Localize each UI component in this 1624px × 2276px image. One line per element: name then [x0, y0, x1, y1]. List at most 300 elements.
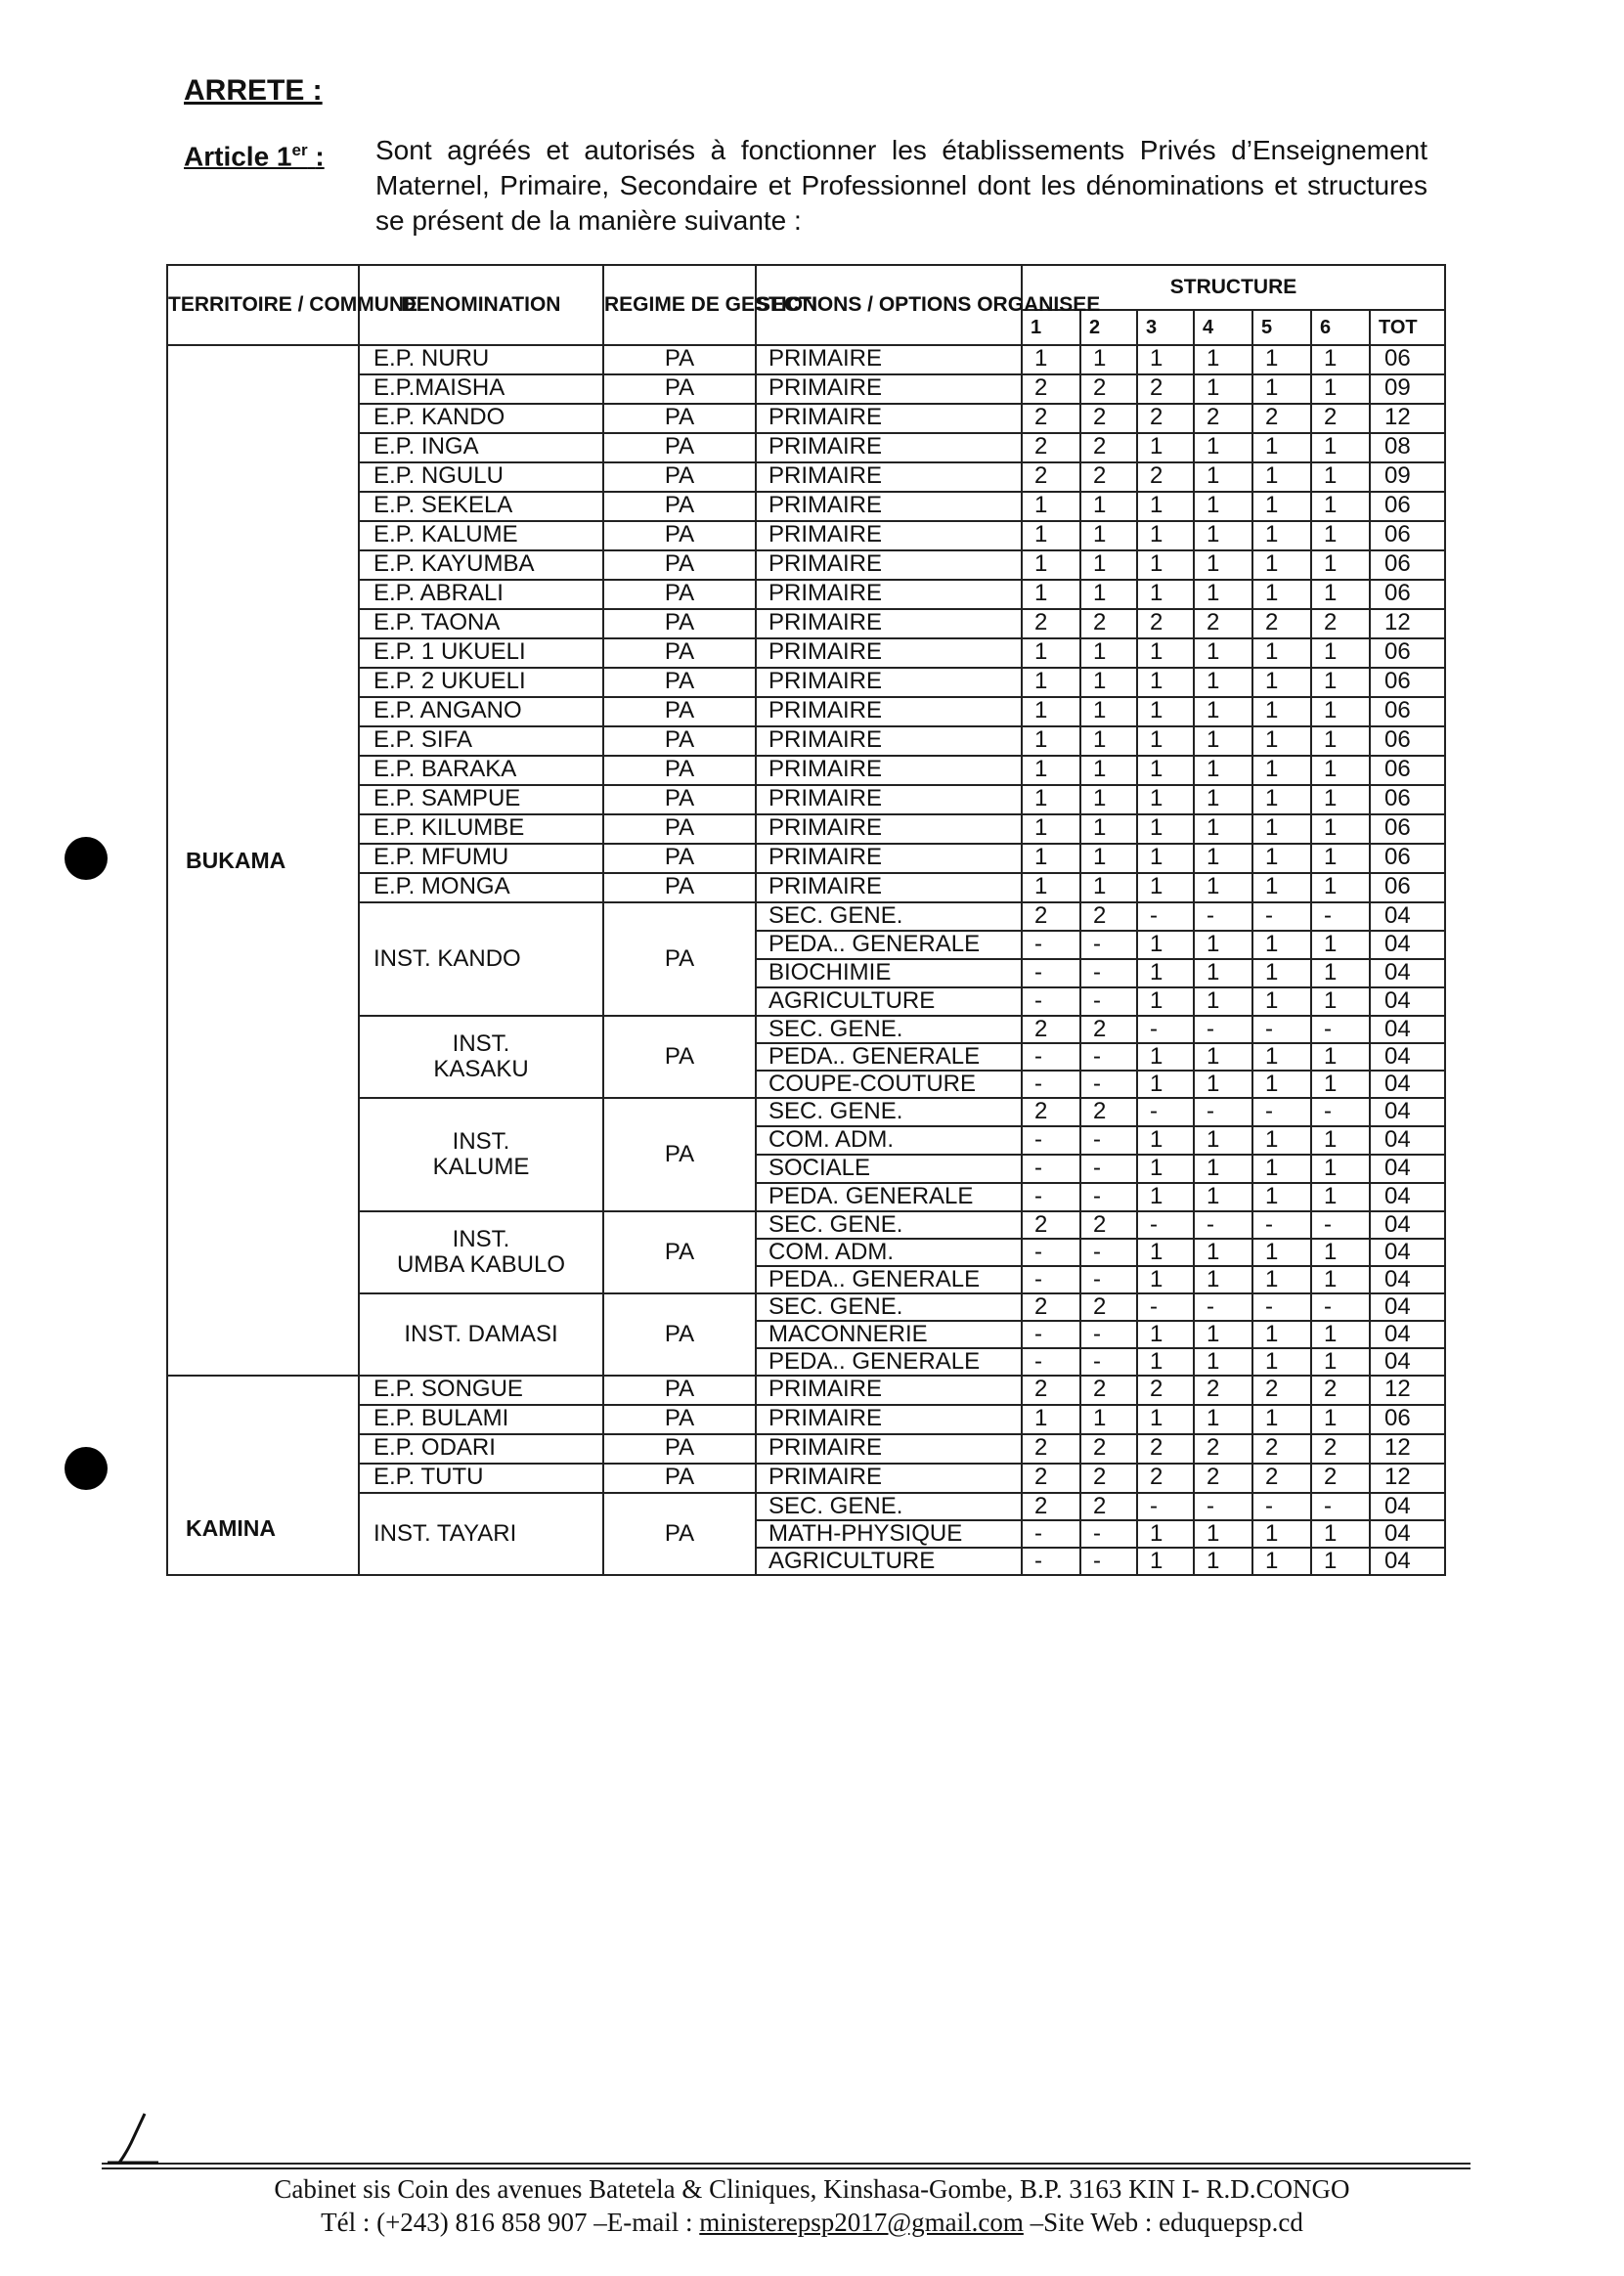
level-cell: 1	[1137, 873, 1194, 902]
school-name: E.P. 2 UKUELI	[359, 668, 603, 697]
level-cell: 1	[1137, 668, 1194, 697]
total-cell: 06	[1370, 1405, 1445, 1434]
territory-cell: BUKAMA	[167, 345, 359, 1376]
level-cell: 1	[1252, 1266, 1311, 1293]
level-cell: 1	[1311, 1266, 1370, 1293]
level-cell: 1	[1137, 1043, 1194, 1071]
schools-table	[166, 264, 1446, 1576]
school-name: E.P. INGA	[359, 433, 603, 462]
regime-cell: PA	[603, 609, 756, 638]
level-cell: -	[1080, 1043, 1137, 1071]
level-cell: 1	[1137, 1071, 1194, 1098]
section-cell: PRIMAIRE	[756, 580, 1022, 609]
level-cell: 2	[1080, 1434, 1137, 1464]
level-cell: 1	[1022, 492, 1080, 521]
table-row	[167, 785, 1445, 814]
regime-cell: PA	[603, 345, 756, 374]
table-row	[167, 726, 1445, 756]
header-level-6: 6	[1311, 310, 1370, 345]
school-name: INST. KASAKU	[359, 1016, 603, 1098]
section-cell: AGRICULTURE	[756, 1548, 1022, 1575]
school-name: INST. DAMASI	[359, 1293, 603, 1376]
level-cell: -	[1022, 959, 1080, 987]
level-cell: 1	[1311, 1183, 1370, 1211]
level-cell: 1	[1080, 345, 1137, 374]
level-cell: 2	[1022, 1493, 1080, 1520]
total-cell: 06	[1370, 873, 1445, 902]
level-cell: 1	[1137, 697, 1194, 726]
level-cell: 2	[1137, 374, 1194, 404]
level-cell: 1	[1252, 697, 1311, 726]
footer-address: Cabinet sis Coin des avenues Batetela & Cliniques, Kinshasa-Gombe, B.P. 3163 KIN I- R.D.CONGO	[274, 2174, 1350, 2204]
level-cell: 1	[1022, 1405, 1080, 1434]
level-cell: 1	[1194, 959, 1252, 987]
table-row	[167, 1434, 1445, 1464]
total-cell: 06	[1370, 521, 1445, 550]
level-cell: -	[1194, 1016, 1252, 1043]
level-cell: -	[1194, 1211, 1252, 1239]
school-name: E.P. TAONA	[359, 609, 603, 638]
total-cell: 06	[1370, 550, 1445, 580]
regime-cell: PA	[603, 844, 756, 873]
level-cell: 1	[1194, 462, 1252, 492]
total-cell: 04	[1370, 1155, 1445, 1183]
level-cell: 2	[1137, 462, 1194, 492]
level-cell: 2	[1137, 1464, 1194, 1493]
total-cell: 04	[1370, 1183, 1445, 1211]
level-cell: 1	[1137, 1266, 1194, 1293]
section-cell: PRIMAIRE	[756, 1434, 1022, 1464]
level-cell: 1	[1137, 756, 1194, 785]
total-cell: 06	[1370, 756, 1445, 785]
level-cell: 2	[1022, 1434, 1080, 1464]
level-cell: 1	[1311, 987, 1370, 1016]
level-cell: 2	[1022, 374, 1080, 404]
regime-cell: PA	[603, 697, 756, 726]
footer-email[interactable]: ministerepsp2017@gmail.com	[699, 2208, 1024, 2237]
regime-cell: PA	[603, 1405, 756, 1434]
level-cell: 1	[1194, 550, 1252, 580]
level-cell: -	[1080, 1266, 1137, 1293]
section-cell: COM. ADM.	[756, 1239, 1022, 1266]
table-row	[167, 1405, 1445, 1434]
level-cell: -	[1137, 1098, 1194, 1126]
table-row	[167, 433, 1445, 462]
regime-cell: PA	[603, 814, 756, 844]
section-cell: PRIMAIRE	[756, 345, 1022, 374]
school-name: INST. KANDO	[359, 902, 603, 1016]
punch-hole-bottom	[65, 1447, 108, 1490]
level-cell: -	[1022, 1126, 1080, 1155]
level-cell: 1	[1194, 1321, 1252, 1348]
school-name: E.P. ANGANO	[359, 697, 603, 726]
level-cell: 1	[1252, 1071, 1311, 1098]
total-cell: 04	[1370, 959, 1445, 987]
level-cell: -	[1137, 1493, 1194, 1520]
school-name: E.P. NURU	[359, 345, 603, 374]
level-cell: 1	[1311, 638, 1370, 668]
level-cell: 1	[1252, 1043, 1311, 1071]
section-cell: PRIMAIRE	[756, 462, 1022, 492]
level-cell: 1	[1252, 1405, 1311, 1434]
level-cell: 1	[1137, 1239, 1194, 1266]
section-cell: PEDA.. GENERALE	[756, 1266, 1022, 1293]
total-cell: 12	[1370, 1376, 1445, 1405]
level-cell: 1	[1137, 1155, 1194, 1183]
table-row	[167, 492, 1445, 521]
level-cell: -	[1137, 902, 1194, 931]
level-cell: 1	[1022, 580, 1080, 609]
total-cell: 06	[1370, 492, 1445, 521]
level-cell: 2	[1022, 609, 1080, 638]
level-cell: 1	[1194, 785, 1252, 814]
level-cell: 1	[1080, 1405, 1137, 1434]
level-cell: 1	[1311, 959, 1370, 987]
regime-cell: PA	[603, 492, 756, 521]
total-cell: 04	[1370, 1043, 1445, 1071]
level-cell: 1	[1137, 521, 1194, 550]
level-cell: 2	[1022, 902, 1080, 931]
regime-cell: PA	[603, 1376, 756, 1405]
level-cell: 1	[1194, 521, 1252, 550]
level-cell: 1	[1080, 697, 1137, 726]
regime-cell: PA	[603, 638, 756, 668]
level-cell: 2	[1194, 609, 1252, 638]
level-cell: 2	[1080, 433, 1137, 462]
level-cell: 1	[1252, 814, 1311, 844]
level-cell: 1	[1080, 873, 1137, 902]
level-cell: 1	[1311, 433, 1370, 462]
total-cell: 04	[1370, 1293, 1445, 1321]
level-cell: 2	[1080, 1016, 1137, 1043]
level-cell: -	[1022, 1071, 1080, 1098]
level-cell: 1	[1311, 931, 1370, 959]
section-cell: PRIMAIRE	[756, 550, 1022, 580]
level-cell: 1	[1311, 1239, 1370, 1266]
section-cell: PRIMAIRE	[756, 726, 1022, 756]
level-cell: 1	[1194, 844, 1252, 873]
level-cell: -	[1311, 902, 1370, 931]
article-1	[184, 133, 1427, 239]
total-cell: 04	[1370, 1520, 1445, 1548]
table-row	[167, 609, 1445, 638]
total-cell: 06	[1370, 638, 1445, 668]
level-cell: -	[1080, 1071, 1137, 1098]
table-row	[167, 1493, 1445, 1520]
level-cell: 1	[1022, 668, 1080, 697]
level-cell: 2	[1311, 1464, 1370, 1493]
level-cell: -	[1252, 1493, 1311, 1520]
level-cell: 1	[1137, 550, 1194, 580]
level-cell: 1	[1194, 756, 1252, 785]
level-cell: 1	[1194, 1155, 1252, 1183]
level-cell: -	[1311, 1016, 1370, 1043]
regime-cell: PA	[603, 756, 756, 785]
school-name: INST. TAYARI	[359, 1493, 603, 1575]
section-cell: PRIMAIRE	[756, 873, 1022, 902]
level-cell: 1	[1252, 345, 1311, 374]
level-cell: 1	[1080, 521, 1137, 550]
section-cell: PRIMAIRE	[756, 844, 1022, 873]
regime-cell: PA	[603, 374, 756, 404]
level-cell: -	[1311, 1493, 1370, 1520]
level-cell: 1	[1311, 1548, 1370, 1575]
level-cell: -	[1194, 1493, 1252, 1520]
level-cell: -	[1252, 1098, 1311, 1126]
total-cell: 04	[1370, 1126, 1445, 1155]
regime-cell: PA	[603, 580, 756, 609]
level-cell: 1	[1137, 638, 1194, 668]
header-regime: REGIME DE GESTION	[603, 265, 756, 345]
section-cell: PRIMAIRE	[756, 609, 1022, 638]
level-cell: 1	[1252, 1126, 1311, 1155]
table-row	[167, 814, 1445, 844]
table-row	[167, 345, 1445, 374]
level-cell: 1	[1252, 1155, 1311, 1183]
level-cell: -	[1080, 1239, 1137, 1266]
level-cell: -	[1252, 1211, 1311, 1239]
level-cell: -	[1080, 1548, 1137, 1575]
level-cell: 1	[1252, 1520, 1311, 1548]
total-cell: 12	[1370, 609, 1445, 638]
level-cell: 2	[1252, 404, 1311, 433]
level-cell: 1	[1194, 345, 1252, 374]
level-cell: 1	[1194, 931, 1252, 959]
section-cell: PEDA.. GENERALE	[756, 1043, 1022, 1071]
level-cell: 1	[1311, 1043, 1370, 1071]
total-cell: 12	[1370, 1464, 1445, 1493]
level-cell: 1	[1194, 433, 1252, 462]
level-cell: 2	[1080, 1211, 1137, 1239]
total-cell: 04	[1370, 1016, 1445, 1043]
level-cell: 1	[1022, 726, 1080, 756]
school-name: E.P. KILUMBE	[359, 814, 603, 844]
level-cell: 1	[1137, 959, 1194, 987]
level-cell: 1	[1252, 785, 1311, 814]
level-cell: -	[1022, 1548, 1080, 1575]
total-cell: 09	[1370, 462, 1445, 492]
section-cell: PRIMAIRE	[756, 404, 1022, 433]
table-row	[167, 550, 1445, 580]
school-name: E.P. MFUMU	[359, 844, 603, 873]
level-cell: -	[1022, 1043, 1080, 1071]
level-cell: 2	[1194, 404, 1252, 433]
section-cell: PRIMAIRE	[756, 697, 1022, 726]
level-cell: 2	[1080, 404, 1137, 433]
level-cell: 1	[1194, 1548, 1252, 1575]
header-level-tot: TOT	[1370, 310, 1445, 345]
total-cell: 06	[1370, 697, 1445, 726]
level-cell: 1	[1194, 987, 1252, 1016]
regime-cell: PA	[603, 668, 756, 697]
level-cell: 1	[1252, 1239, 1311, 1266]
table-row	[167, 521, 1445, 550]
level-cell: 1	[1194, 873, 1252, 902]
article-label: Article 1er :	[184, 141, 325, 172]
level-cell: 1	[1252, 374, 1311, 404]
level-cell: 2	[1022, 1464, 1080, 1493]
level-cell: 1	[1311, 1155, 1370, 1183]
level-cell: 1	[1194, 1266, 1252, 1293]
level-cell: 1	[1194, 638, 1252, 668]
level-cell: 2	[1022, 1293, 1080, 1321]
level-cell: 1	[1137, 345, 1194, 374]
school-name: E.P. BARAKA	[359, 756, 603, 785]
level-cell: -	[1022, 1183, 1080, 1211]
level-cell: 2	[1137, 1434, 1194, 1464]
regime-cell: PA	[603, 785, 756, 814]
level-cell: 1	[1194, 580, 1252, 609]
school-name: E.P. SEKELA	[359, 492, 603, 521]
level-cell: 1	[1252, 1548, 1311, 1575]
header-level-2: 2	[1080, 310, 1137, 345]
level-cell: 2	[1022, 1211, 1080, 1239]
level-cell: -	[1022, 987, 1080, 1016]
level-cell: -	[1080, 1520, 1137, 1548]
regime-cell: PA	[603, 550, 756, 580]
level-cell: -	[1080, 987, 1137, 1016]
header-sections: SECTIONS / OPTIONS ORGANISEE	[756, 265, 1022, 345]
total-cell: 04	[1370, 1071, 1445, 1098]
level-cell: 1	[1252, 726, 1311, 756]
section-cell: PRIMAIRE	[756, 668, 1022, 697]
level-cell: 1	[1137, 844, 1194, 873]
level-cell: 1	[1311, 814, 1370, 844]
regime-cell: PA	[603, 1016, 756, 1098]
level-cell: 1	[1022, 521, 1080, 550]
level-cell: 1	[1080, 814, 1137, 844]
level-cell: 1	[1311, 1071, 1370, 1098]
level-cell: 1	[1137, 1321, 1194, 1348]
level-cell: 2	[1080, 374, 1137, 404]
level-cell: 1	[1252, 492, 1311, 521]
level-cell: 2	[1080, 462, 1137, 492]
level-cell: 2	[1252, 1434, 1311, 1464]
table-row	[167, 462, 1445, 492]
regime-cell: PA	[603, 902, 756, 1016]
level-cell: 2	[1194, 1376, 1252, 1405]
level-cell: 1	[1194, 814, 1252, 844]
level-cell: -	[1252, 902, 1311, 931]
level-cell: 1	[1022, 873, 1080, 902]
level-cell: 1	[1137, 580, 1194, 609]
section-cell: SEC. GENE.	[756, 1098, 1022, 1126]
level-cell: 1	[1080, 756, 1137, 785]
level-cell: 1	[1311, 374, 1370, 404]
level-cell: 1	[1022, 550, 1080, 580]
section-cell: PRIMAIRE	[756, 433, 1022, 462]
regime-cell: PA	[603, 521, 756, 550]
total-cell: 09	[1370, 374, 1445, 404]
level-cell: 1	[1022, 785, 1080, 814]
total-cell: 12	[1370, 1434, 1445, 1464]
level-cell: 1	[1137, 1348, 1194, 1376]
level-cell: 2	[1080, 609, 1137, 638]
level-cell: 2	[1311, 609, 1370, 638]
level-cell: 1	[1137, 814, 1194, 844]
level-cell: -	[1080, 1126, 1137, 1155]
level-cell: -	[1194, 1293, 1252, 1321]
level-cell: 2	[1311, 1434, 1370, 1464]
level-cell: -	[1022, 1155, 1080, 1183]
section-cell: AGRICULTURE	[756, 987, 1022, 1016]
regime-cell: PA	[603, 873, 756, 902]
table-row	[167, 374, 1445, 404]
level-cell: 1	[1311, 1405, 1370, 1434]
level-cell: 1	[1311, 345, 1370, 374]
level-cell: 1	[1252, 580, 1311, 609]
school-name: E.P. TUTU	[359, 1464, 603, 1493]
level-cell: 1	[1252, 638, 1311, 668]
level-cell: 1	[1311, 462, 1370, 492]
regime-cell: PA	[603, 726, 756, 756]
header-level-5: 5	[1252, 310, 1311, 345]
section-cell: PRIMAIRE	[756, 374, 1022, 404]
level-cell: 2	[1137, 404, 1194, 433]
level-cell: 1	[1252, 433, 1311, 462]
total-cell: 08	[1370, 433, 1445, 462]
level-cell: 2	[1311, 404, 1370, 433]
regime-cell: PA	[603, 1211, 756, 1293]
level-cell: 2	[1080, 1098, 1137, 1126]
table-row	[167, 668, 1445, 697]
level-cell: -	[1137, 1016, 1194, 1043]
level-cell: -	[1022, 1266, 1080, 1293]
level-cell: 2	[1194, 1434, 1252, 1464]
level-cell: 1	[1022, 814, 1080, 844]
level-cell: 1	[1194, 697, 1252, 726]
section-cell: BIOCHIMIE	[756, 959, 1022, 987]
section-cell: SEC. GENE.	[756, 1016, 1022, 1043]
school-name: E.P. KALUME	[359, 521, 603, 550]
level-cell: 2	[1022, 404, 1080, 433]
level-cell: -	[1080, 959, 1137, 987]
level-cell: -	[1252, 1293, 1311, 1321]
section-cell: PRIMAIRE	[756, 1376, 1022, 1405]
header-denomination: DENOMINATION	[359, 265, 603, 345]
level-cell: -	[1080, 1155, 1137, 1183]
level-cell: 1	[1311, 785, 1370, 814]
table-row	[167, 697, 1445, 726]
level-cell: 1	[1194, 1183, 1252, 1211]
table-row	[167, 404, 1445, 433]
level-cell: 1	[1252, 550, 1311, 580]
level-cell: 2	[1137, 609, 1194, 638]
section-cell: PRIMAIRE	[756, 814, 1022, 844]
header-structure: STRUCTURE	[1022, 265, 1445, 310]
level-cell: 1	[1252, 873, 1311, 902]
school-name: E.P. 1 UKUELI	[359, 638, 603, 668]
level-cell: 1	[1022, 756, 1080, 785]
level-cell: 1	[1194, 1348, 1252, 1376]
total-cell: 04	[1370, 1493, 1445, 1520]
school-name: E.P.MAISHA	[359, 374, 603, 404]
table-row	[167, 1016, 1445, 1043]
level-cell: -	[1311, 1211, 1370, 1239]
level-cell: 2	[1022, 1016, 1080, 1043]
level-cell: 1	[1252, 521, 1311, 550]
level-cell: 1	[1080, 844, 1137, 873]
level-cell: 2	[1022, 462, 1080, 492]
total-cell: 04	[1370, 1266, 1445, 1293]
section-cell: PRIMAIRE	[756, 638, 1022, 668]
level-cell: -	[1022, 1520, 1080, 1548]
level-cell: -	[1022, 1321, 1080, 1348]
level-cell: 1	[1137, 1520, 1194, 1548]
level-cell: 1	[1252, 844, 1311, 873]
regime-cell: PA	[603, 1464, 756, 1493]
level-cell: 1	[1311, 1348, 1370, 1376]
